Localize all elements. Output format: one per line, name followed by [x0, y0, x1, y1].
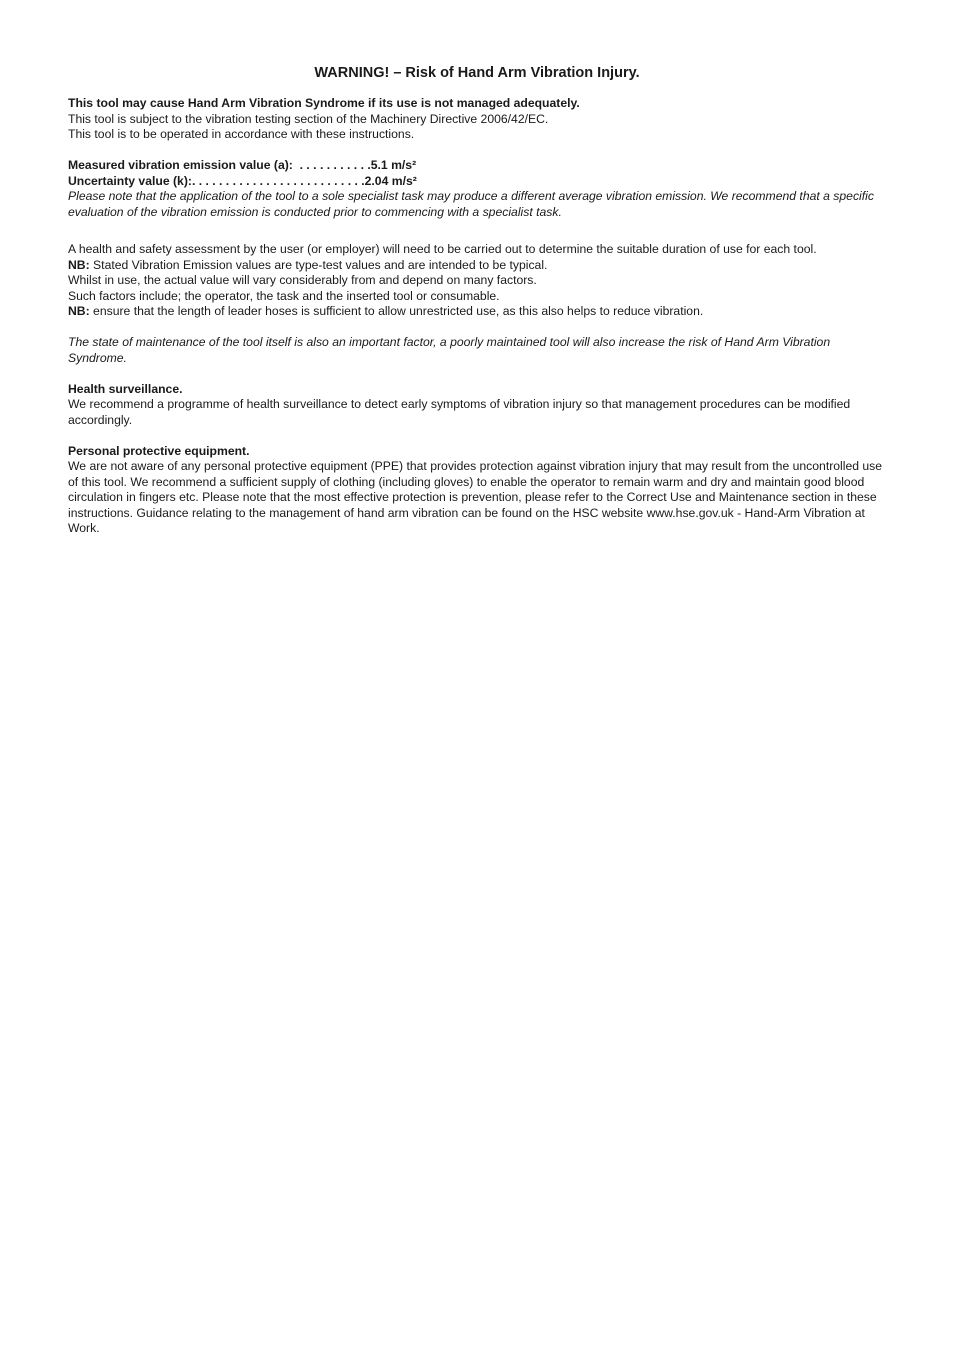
actual-value-line: Whilst in use, the actual value will vary considerably from and depend on many factors. [68, 273, 537, 287]
maintenance-section [68, 335, 886, 366]
emission-value: Measured vibration emission value (a): . . . . . . . . . . .5.1 m/s² [68, 158, 417, 172]
health-surveillance-heading: Health surveillance. [68, 381, 183, 396]
nb-typical-values [68, 258, 886, 274]
maintenance-note: The state of maintenance of the tool itself is also an important factor, a poorly maintained tool will also increase the risk of Hand Arm Vibration Syndrome. [68, 335, 831, 365]
intro-warning-line: This tool may cause Hand Arm Vibration Syndrome if its use is not managed adequately. [68, 96, 580, 110]
ppe-section [68, 444, 886, 537]
intro-instructions-line: This tool is to be operated in accordance with these instructions. [68, 127, 415, 141]
intro-section [68, 96, 886, 143]
nb-label: NB: [68, 304, 90, 318]
health-surveillance-section [68, 382, 886, 429]
measurements-section [68, 158, 886, 220]
ppe-heading: Personal protective equipment. [68, 443, 250, 458]
assessment-line: A health and safety assessment by the user (or employer) will need to be carried out to determine the suitable duration of use for each tool. [68, 242, 817, 256]
ppe-text: We are not aware of any personal protective equipment (PPE) that provides protection against vibration injury that may result from the uncontrolled use of this tool. We recommend a sufficient supply of clothing (including gloves) to enable the operator to remain warm and dry and maintain good blood circulation in fingers etc. Please note that the most effective protection is prevention, please refer to the Correct Use and Maintenance section in these instructions. Guidance relating to the management of hand arm vibration can be found on the HSC website www.hse.gov.uk - Hand-Arm Vibration at Work. [68, 459, 883, 535]
health-surveillance-text: We recommend a programme of health surveillance to detect early symptoms of vibration injury so that management procedures can be modified accordingly. [68, 397, 851, 427]
nb-leader-hoses [68, 304, 886, 320]
specialist-task-note: Please note that the application of the tool to a sole specialist task may produce a different average vibration emission. We recommend that a specific evaluation of the vibration emission is conducted prior to commencing with a specialist task. [68, 189, 874, 219]
uncertainty-value: Uncertainty value (k):. . . . . . . . . . . . . . . . . . . . . . . . . .2.04 m/s² [68, 173, 417, 188]
assessment-section [68, 242, 886, 320]
nb-text: Stated Vibration Emission values are type-test values and are intended to be typical. [89, 257, 548, 272]
nb-label: NB: [68, 257, 90, 272]
nb-text: ensure that the length of leader hoses is sufficient to allow unrestricted use, as this also helps to reduce vibration. [89, 304, 704, 318]
intro-directive-line: This tool is subject to the vibration testing section of the Machinery Directive 2006/42/EC. [68, 111, 549, 126]
factors-line: Such factors include; the operator, the task and the inserted tool or consumable. [68, 288, 500, 303]
page-title: WARNING! – Risk of Hand Arm Vibration Injury. [314, 65, 640, 81]
